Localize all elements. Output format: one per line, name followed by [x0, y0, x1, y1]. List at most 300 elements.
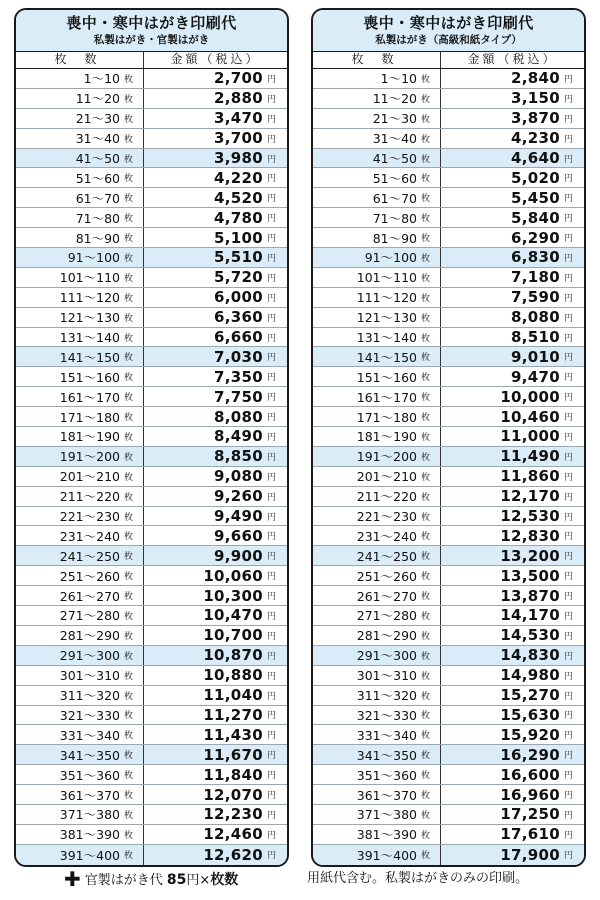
price-value: 3,150 — [511, 89, 560, 108]
quantity-range: 131〜140 — [59, 330, 120, 346]
price-value: 10,870 — [203, 646, 263, 665]
yen-label: 円 — [267, 293, 277, 304]
table-row — [16, 845, 287, 865]
price-value: 10,880 — [203, 666, 263, 685]
quantity-range: 11〜20 — [75, 91, 120, 107]
unit-label: 枚 — [421, 646, 441, 665]
table-body — [16, 69, 287, 865]
unit-label: 枚 — [124, 149, 144, 168]
quantity-range: 311〜320 — [59, 688, 120, 704]
quantity-range: 231〜240 — [356, 528, 417, 544]
unit-label: 枚 — [124, 89, 144, 108]
quantity-range: 381〜390 — [356, 827, 417, 843]
table-row — [313, 566, 584, 586]
price-value: 9,470 — [511, 367, 560, 386]
unit-label: 枚 — [421, 208, 441, 227]
yen-label: 円 — [564, 253, 574, 264]
unit-label: 枚 — [421, 288, 441, 307]
quantity-range: 91〜100 — [67, 250, 120, 266]
yen-label: 円 — [564, 194, 574, 205]
unit-label: 枚 — [124, 208, 144, 227]
unit-label: 枚 — [421, 328, 441, 347]
price-value: 12,460 — [203, 825, 263, 844]
table-row — [313, 447, 584, 467]
quantity-range: 271〜280 — [356, 608, 417, 624]
unit-label: 枚 — [421, 765, 441, 784]
table-row — [16, 347, 287, 367]
price-value: 16,290 — [500, 745, 560, 764]
yen-label: 円 — [267, 771, 277, 782]
price-value: 8,490 — [214, 427, 263, 446]
quantity-range: 1〜10 — [380, 71, 417, 87]
quantity-range: 41〜50 — [75, 151, 120, 166]
unit-label: 枚 — [421, 487, 441, 506]
table-row — [16, 725, 287, 745]
quantity-range: 1〜10 — [83, 71, 120, 87]
price-value: 9,260 — [214, 487, 263, 506]
price-value: 3,870 — [511, 109, 560, 128]
table-row — [16, 109, 287, 129]
table-row — [313, 487, 584, 507]
table-subtitle: 私製はがき（高級和紙タイプ） — [375, 34, 522, 46]
quantity-range: 201〜210 — [356, 469, 417, 485]
quantity-range: 211〜220 — [356, 489, 417, 505]
unit-label: 枚 — [124, 825, 144, 844]
price-value: 11,430 — [203, 725, 263, 744]
unit-label: 枚 — [124, 526, 144, 545]
table-row — [313, 347, 584, 367]
unit-label: 枚 — [421, 228, 441, 247]
quantity-range: 171〜180 — [356, 409, 417, 425]
quantity-range: 61〜70 — [75, 190, 120, 206]
yen-label: 円 — [564, 154, 574, 165]
price-value: 14,530 — [500, 626, 560, 645]
unit-label: 枚 — [124, 546, 144, 565]
table-row — [313, 646, 584, 666]
unit-label: 枚 — [124, 188, 144, 207]
footer-tail: 枚数 — [210, 872, 239, 888]
quantity-range: 341〜350 — [356, 747, 417, 763]
quantity-range: 301〜310 — [356, 668, 417, 684]
table-row — [313, 845, 584, 865]
price-value: 13,200 — [500, 546, 560, 565]
unit-label: 枚 — [421, 308, 441, 327]
column-header-price: 金額（税込） — [467, 52, 558, 66]
quantity-range: 361〜370 — [356, 787, 417, 803]
table-row — [313, 427, 584, 447]
yen-label: 円 — [267, 413, 277, 424]
unit-label: 枚 — [124, 109, 144, 128]
price-value: 4,230 — [511, 129, 560, 148]
quantity-range: 331〜340 — [356, 727, 417, 743]
table-row — [16, 586, 287, 606]
table-row — [16, 149, 287, 169]
table-row — [16, 706, 287, 726]
table-row — [313, 109, 584, 129]
price-value: 11,840 — [203, 765, 263, 784]
price-value: 5,510 — [214, 248, 263, 267]
price-value: 7,590 — [511, 288, 560, 307]
yen-label: 円 — [564, 671, 574, 682]
table-row — [16, 745, 287, 765]
footer-text: 官製はがき代 — [84, 873, 163, 888]
unit-label: 枚 — [421, 89, 441, 108]
yen-label: 円 — [564, 810, 574, 821]
yen-label: 円 — [267, 791, 277, 801]
yen-label: 円 — [564, 353, 574, 364]
price-value: 3,700 — [214, 129, 263, 148]
price-value: 5,840 — [511, 208, 560, 227]
price-value: 10,470 — [203, 606, 263, 625]
price-value: 17,610 — [500, 825, 560, 844]
unit-label: 枚 — [421, 467, 441, 486]
quantity-range: 61〜70 — [372, 190, 417, 206]
table-subtitle: 私製はがき・官製はがき — [93, 34, 210, 46]
quantity-range: 341〜350 — [59, 747, 120, 763]
price-value: 9,900 — [214, 546, 263, 565]
table-row — [16, 188, 287, 208]
price-value: 2,880 — [214, 89, 263, 108]
unit-label: 枚 — [421, 845, 441, 865]
unit-label: 枚 — [421, 606, 441, 625]
yen-label: 円 — [564, 711, 574, 722]
unit-label: 枚 — [421, 706, 441, 725]
unit-label: 枚 — [124, 725, 144, 744]
yen-label: 円 — [564, 452, 574, 463]
table-row — [313, 69, 584, 89]
quantity-range: 291〜300 — [59, 648, 120, 664]
unit-label: 枚 — [124, 765, 144, 784]
yen-label: 円 — [564, 413, 574, 424]
quantity-range: 151〜160 — [356, 369, 417, 385]
price-value: 11,040 — [203, 686, 263, 705]
table-row — [16, 427, 287, 447]
quantity-range: 331〜340 — [59, 727, 120, 743]
yen-label: 円 — [564, 791, 574, 801]
price-value: 9,490 — [214, 507, 263, 526]
quantity-range: 171〜180 — [59, 409, 120, 425]
unit-label: 枚 — [421, 427, 441, 446]
table-row — [313, 268, 584, 288]
table-row — [313, 328, 584, 348]
price-value: 14,980 — [500, 666, 560, 685]
table-row — [313, 626, 584, 646]
quantity-range: 281〜290 — [356, 628, 417, 644]
price-value: 4,220 — [214, 168, 263, 187]
quantity-range: 181〜190 — [59, 429, 120, 445]
price-table-standard — [14, 8, 289, 867]
price-value: 13,500 — [500, 566, 560, 585]
yen-label: 円 — [564, 592, 574, 603]
table-row — [16, 785, 287, 805]
unit-label: 枚 — [124, 626, 144, 645]
table-row — [16, 367, 287, 387]
table-row — [313, 825, 584, 845]
unit-label: 枚 — [124, 845, 144, 865]
unit-label: 枚 — [124, 487, 144, 506]
yen-label: 円 — [267, 154, 277, 165]
quantity-range: 291〜300 — [356, 648, 417, 664]
yen-label: 円 — [564, 691, 574, 702]
quantity-range: 81〜90 — [75, 230, 120, 246]
quantity-range: 31〜40 — [75, 131, 120, 147]
table-row — [313, 706, 584, 726]
table-row — [313, 248, 584, 268]
price-value: 8,080 — [511, 308, 560, 327]
table-row — [313, 526, 584, 546]
unit-label: 枚 — [421, 188, 441, 207]
unit-label: 枚 — [421, 725, 441, 744]
unit-label: 枚 — [124, 606, 144, 625]
yen-label: 円 — [564, 333, 574, 344]
table-row — [16, 666, 287, 686]
price-value: 12,530 — [500, 507, 560, 526]
yen-label: 円 — [564, 472, 574, 483]
quantity-range: 81〜90 — [372, 230, 417, 246]
quantity-range: 41〜50 — [372, 151, 417, 166]
yen-label: 円 — [267, 631, 277, 642]
yen-label: 円 — [267, 830, 277, 841]
price-value: 10,460 — [500, 407, 560, 426]
yen-label: 円 — [267, 751, 277, 762]
price-value: 3,470 — [214, 109, 263, 128]
unit-label: 枚 — [421, 566, 441, 585]
yen-label: 円 — [564, 611, 574, 622]
table-row — [313, 89, 584, 109]
quantity-range: 201〜210 — [59, 469, 120, 485]
yen-label: 円 — [267, 253, 277, 264]
yen-label: 円 — [267, 234, 277, 245]
unit-label: 枚 — [124, 745, 144, 764]
table-row — [313, 586, 584, 606]
yen-label: 円 — [564, 313, 574, 324]
quantity-range: 21〜30 — [372, 111, 417, 127]
unit-label: 枚 — [124, 69, 144, 88]
quantity-range: 311〜320 — [356, 688, 417, 704]
column-header-quantity: 枚数 — [16, 52, 144, 68]
table-body — [313, 69, 584, 865]
quantity-range: 241〜250 — [59, 548, 120, 564]
yen-label: 円 — [564, 771, 574, 782]
price-value: 4,780 — [214, 208, 263, 227]
quantity-range: 131〜140 — [356, 330, 417, 346]
unit-label: 枚 — [124, 646, 144, 665]
yen-label: 円 — [267, 452, 277, 463]
plus-icon: ✚ — [64, 867, 81, 891]
yen-label: 円 — [564, 74, 574, 85]
quantity-range: 221〜230 — [356, 509, 417, 525]
quantity-range: 301〜310 — [59, 668, 120, 684]
yen-label: 円 — [564, 830, 574, 841]
yen-label: 円 — [564, 114, 574, 125]
column-header-price: 金額（税込） — [170, 52, 261, 66]
unit-label: 枚 — [421, 805, 441, 824]
price-value: 15,630 — [500, 705, 560, 724]
price-value: 10,060 — [203, 566, 263, 585]
quantity-range: 321〜330 — [59, 707, 120, 723]
price-value: 14,170 — [500, 606, 560, 625]
yen-label: 円 — [267, 174, 277, 185]
price-table-washi — [311, 8, 586, 867]
quantity-range: 251〜260 — [356, 568, 417, 584]
yen-label: 円 — [267, 313, 277, 324]
column-headers — [313, 52, 584, 69]
unit-label: 枚 — [421, 69, 441, 88]
unit-label: 枚 — [124, 367, 144, 386]
price-value: 12,070 — [203, 785, 263, 804]
price-value: 8,510 — [511, 328, 560, 347]
price-value: 5,450 — [511, 188, 560, 207]
unit-label: 枚 — [421, 785, 441, 804]
unit-label: 枚 — [421, 168, 441, 187]
quantity-range: 111〜120 — [356, 290, 417, 306]
yen-label: 円 — [267, 472, 277, 483]
price-value: 6,000 — [214, 288, 263, 307]
yen-label: 円 — [564, 432, 574, 443]
unit-label: 枚 — [421, 387, 441, 406]
price-value: 16,960 — [500, 785, 560, 804]
unit-label: 枚 — [421, 268, 441, 287]
unit-label: 枚 — [124, 686, 144, 705]
quantity-range: 231〜240 — [59, 528, 120, 544]
yen-label: 円 — [564, 174, 574, 185]
price-value: 12,830 — [500, 526, 560, 545]
yen-label: 円 — [564, 512, 574, 523]
unit-label: 枚 — [421, 626, 441, 645]
price-value: 10,300 — [203, 586, 263, 605]
unit-label: 枚 — [124, 805, 144, 824]
table-title: 喪中・寒中はがき印刷代 — [363, 14, 534, 32]
unit-label: 枚 — [421, 367, 441, 386]
price-value: 9,010 — [511, 347, 560, 366]
unit-label: 枚 — [421, 447, 441, 466]
unit-label: 枚 — [124, 248, 144, 267]
price-value: 3,980 — [214, 149, 263, 167]
yen-label: 円 — [267, 711, 277, 722]
table-row — [313, 666, 584, 686]
table-row — [16, 546, 287, 566]
quantity-range: 51〜60 — [75, 170, 120, 186]
quantity-range: 121〜130 — [356, 310, 417, 326]
price-value: 9,660 — [214, 526, 263, 545]
yen-label: 円 — [564, 731, 574, 742]
quantity-range: 151〜160 — [59, 369, 120, 385]
unit-label: 枚 — [124, 228, 144, 247]
unit-label: 枚 — [421, 347, 441, 366]
table-row — [313, 387, 584, 407]
unit-label: 枚 — [421, 546, 441, 565]
yen-label: 円 — [564, 273, 574, 284]
table-row — [313, 606, 584, 626]
yen-label: 円 — [564, 651, 574, 662]
quantity-range: 181〜190 — [356, 429, 417, 445]
unit-label: 枚 — [421, 526, 441, 545]
unit-label: 枚 — [421, 686, 441, 705]
price-value: 9,080 — [214, 467, 263, 486]
table-row — [313, 686, 584, 706]
quantity-range: 141〜150 — [356, 349, 417, 365]
price-value: 5,020 — [511, 168, 560, 187]
footer-suffix: 円× — [186, 873, 211, 888]
price-value: 2,700 — [214, 69, 263, 88]
price-value: 17,900 — [500, 845, 560, 864]
price-value: 8,080 — [214, 407, 263, 426]
price-value: 16,600 — [500, 765, 560, 784]
table-row — [16, 606, 287, 626]
quantity-range: 281〜290 — [59, 628, 120, 644]
yen-label: 円 — [267, 532, 277, 543]
table-row — [16, 328, 287, 348]
yen-label: 円 — [267, 114, 277, 125]
footer-note-paper: 用紙代含む。私製はがきのみの印刷。 — [307, 871, 529, 886]
table-row — [16, 805, 287, 825]
price-value: 14,830 — [500, 646, 560, 665]
table-row — [313, 367, 584, 387]
yen-label: 円 — [267, 432, 277, 443]
yen-label: 円 — [267, 353, 277, 364]
quantity-range: 31〜40 — [372, 131, 417, 147]
table-row — [16, 268, 287, 288]
quantity-range: 271〜280 — [59, 608, 120, 624]
yen-label: 円 — [564, 851, 574, 862]
table-row — [313, 546, 584, 566]
table-title: 喪中・寒中はがき印刷代 — [66, 14, 237, 32]
price-value: 11,670 — [203, 745, 263, 764]
quantity-range: 91〜100 — [364, 250, 417, 266]
quantity-range: 101〜110 — [59, 270, 120, 286]
yen-label: 円 — [267, 74, 277, 85]
yen-label: 円 — [564, 293, 574, 304]
unit-label: 枚 — [421, 149, 441, 168]
table-row — [16, 308, 287, 328]
quantity-range: 261〜270 — [59, 588, 120, 604]
table-row — [16, 526, 287, 546]
table-row — [16, 646, 287, 666]
unit-label: 枚 — [124, 427, 144, 446]
price-value: 17,250 — [500, 805, 560, 824]
quantity-range: 141〜150 — [59, 349, 120, 365]
table-row — [16, 765, 287, 785]
unit-label: 枚 — [124, 387, 144, 406]
quantity-range: 381〜390 — [59, 827, 120, 843]
table-row — [313, 805, 584, 825]
unit-label: 枚 — [124, 288, 144, 307]
yen-label: 円 — [564, 552, 574, 563]
price-value: 5,100 — [214, 228, 263, 247]
yen-label: 円 — [564, 492, 574, 503]
table-row — [16, 387, 287, 407]
yen-label: 円 — [267, 651, 277, 662]
price-value: 15,920 — [500, 725, 560, 744]
quantity-range: 391〜400 — [59, 847, 120, 863]
unit-label: 枚 — [124, 566, 144, 585]
quantity-range: 351〜360 — [59, 767, 120, 783]
quantity-range: 111〜120 — [59, 290, 120, 306]
unit-label: 枚 — [421, 745, 441, 764]
yen-label: 円 — [564, 631, 574, 642]
yen-label: 円 — [267, 512, 277, 523]
table-header — [16, 10, 287, 52]
unit-label: 枚 — [421, 248, 441, 267]
quantity-range: 211〜220 — [59, 489, 120, 505]
yen-label: 円 — [564, 94, 574, 105]
quantity-range: 71〜80 — [372, 210, 417, 226]
quantity-range: 51〜60 — [372, 170, 417, 186]
yen-label: 円 — [267, 134, 277, 145]
price-value: 7,030 — [214, 347, 263, 366]
yen-label: 円 — [267, 333, 277, 344]
unit-label: 枚 — [124, 666, 144, 685]
